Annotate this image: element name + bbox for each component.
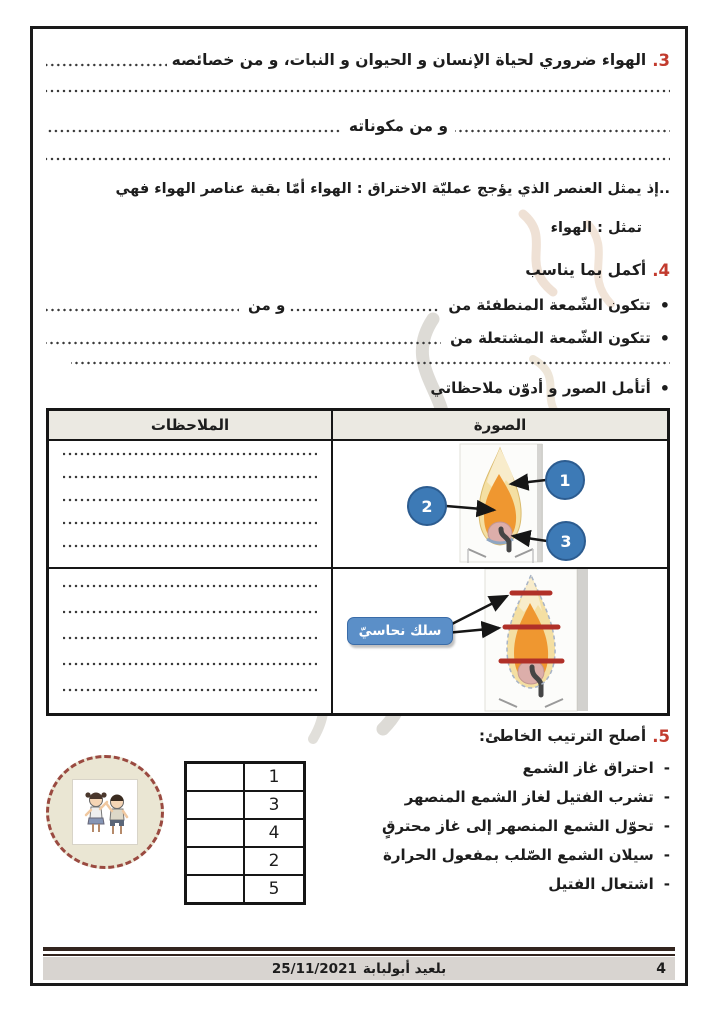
order-number-cell: 4 <box>244 819 304 847</box>
page-number: 4 <box>656 960 666 977</box>
list-item-text: - اشتعال الفتيل <box>548 874 654 893</box>
list-item-text: - تحوّل الشمع المنصهر إلى غاز محترقٍ <box>382 816 654 835</box>
table-header-picture: الصورة <box>332 410 668 440</box>
question-5-text: أصلح الترتيب الخاطئ: <box>478 727 647 745</box>
bullet-text: و من <box>248 296 286 314</box>
question-4-number: 4. <box>652 260 670 280</box>
page-footer <box>43 947 675 980</box>
order-answer-cell <box>186 763 244 791</box>
footer-bar <box>43 957 675 980</box>
components-label: و من مكوناته <box>348 117 448 135</box>
question-5-body <box>46 753 670 905</box>
footer-date: 25/11/2021 <box>271 960 357 977</box>
order-number-cell: 3 <box>244 791 304 819</box>
copper-wire-label: سلك نحاسيّ <box>347 617 453 645</box>
notes-dotted-line <box>63 452 317 456</box>
flame-diagram-numbered <box>400 442 600 568</box>
answer-dots <box>46 63 167 67</box>
kids-badge <box>46 755 164 869</box>
answer-dots <box>46 308 239 312</box>
list-item <box>326 811 670 840</box>
flame-label-3: 3 <box>560 532 572 551</box>
question-4-text: أكمل بما يناسب <box>525 261 647 279</box>
numbered-label-1 <box>546 461 584 499</box>
list-item-text: - سيلان الشمع الصّلب بمفعول الحرارة <box>382 845 654 864</box>
flame-label-2: 2 <box>421 497 433 516</box>
notes-dotted-line <box>63 521 317 525</box>
answer-dots <box>289 308 439 312</box>
question-4-title <box>46 259 670 281</box>
answer-dots <box>46 341 441 345</box>
list-item <box>326 782 670 811</box>
list-item-text: - احتراق غاز الشمع <box>522 758 654 777</box>
question-3-number: 3. <box>652 50 670 70</box>
numbered-label-3 <box>547 522 585 560</box>
statement-line-2: تمثل : الهواء <box>550 220 642 236</box>
components-line <box>46 115 670 137</box>
observation-table <box>46 408 670 716</box>
order-answer-cell <box>186 819 244 847</box>
notes-dotted-line <box>63 498 317 502</box>
answer-dots <box>46 129 342 133</box>
order-answer-cell <box>186 791 244 819</box>
flame-label-1: 1 <box>559 471 571 490</box>
answer-dots <box>455 129 670 133</box>
question-3-line <box>46 49 670 71</box>
notes-dotted-line <box>63 610 317 614</box>
statement-line-1: ..إذ يمثل العنصر الذي يؤجج عمليّة الاختراق : الهواء أمّا بقية عناصر الهواء فهي <box>115 181 670 197</box>
notes-dotted-line <box>63 475 317 479</box>
answer-dotted-line <box>46 157 670 161</box>
notes-dotted-line <box>63 662 317 666</box>
footer-author-name: بلعيد أبولبابة <box>362 960 447 977</box>
list-item <box>326 753 670 782</box>
question-5-number: 5. <box>652 726 670 746</box>
bullet-observe-pictures <box>46 377 670 399</box>
list-item <box>326 869 670 898</box>
picture-cell-flame-copper-wire <box>332 568 668 714</box>
order-number-cell: 1 <box>244 763 304 791</box>
list-item <box>326 840 670 869</box>
notes-cell-2 <box>48 568 332 714</box>
notes-cell-1 <box>48 440 332 568</box>
notes-dotted-line <box>63 544 317 548</box>
bullet-text: • تتكون الشّمعة المشتعلة من <box>450 329 651 347</box>
ordering-items-list <box>326 753 670 898</box>
order-answer-cell <box>186 875 244 903</box>
bullet-lit-candle <box>46 327 670 349</box>
numbered-label-2 <box>408 487 446 525</box>
order-answer-cell <box>186 847 244 875</box>
footer-divider-line <box>43 947 675 956</box>
question-5-title <box>46 725 670 747</box>
kids-cartoon-drawing <box>75 780 137 842</box>
notes-dotted-line <box>63 688 317 692</box>
order-number-cell: 2 <box>244 847 304 875</box>
question-3-text: الهواء ضروري لحياة الإنسان و الحيوان و النبات، و من خصائصه <box>171 51 647 69</box>
answer-dotted-line <box>71 361 670 365</box>
notes-dotted-line <box>63 584 317 588</box>
list-item-text: - تشرب الفتيل لغاز الشمع المنصهر <box>404 787 654 806</box>
bullet-extinguished-candle <box>46 294 670 316</box>
notes-dotted-line <box>63 636 317 640</box>
order-number-cell: 5 <box>244 875 304 903</box>
answer-dotted-line <box>46 89 670 93</box>
page-border-frame <box>30 26 688 986</box>
kids-cartoon-image <box>72 779 138 845</box>
picture-cell-flame-numbered <box>332 440 668 568</box>
bullet-text: • أتأمل الصور و أدوّن ملاحظاتي <box>430 379 651 397</box>
bullet-text: • تتكون الشّمعة المنطفئة من <box>448 296 651 314</box>
order-table <box>184 761 306 905</box>
table-header-notes: الملاحظات <box>48 410 332 440</box>
